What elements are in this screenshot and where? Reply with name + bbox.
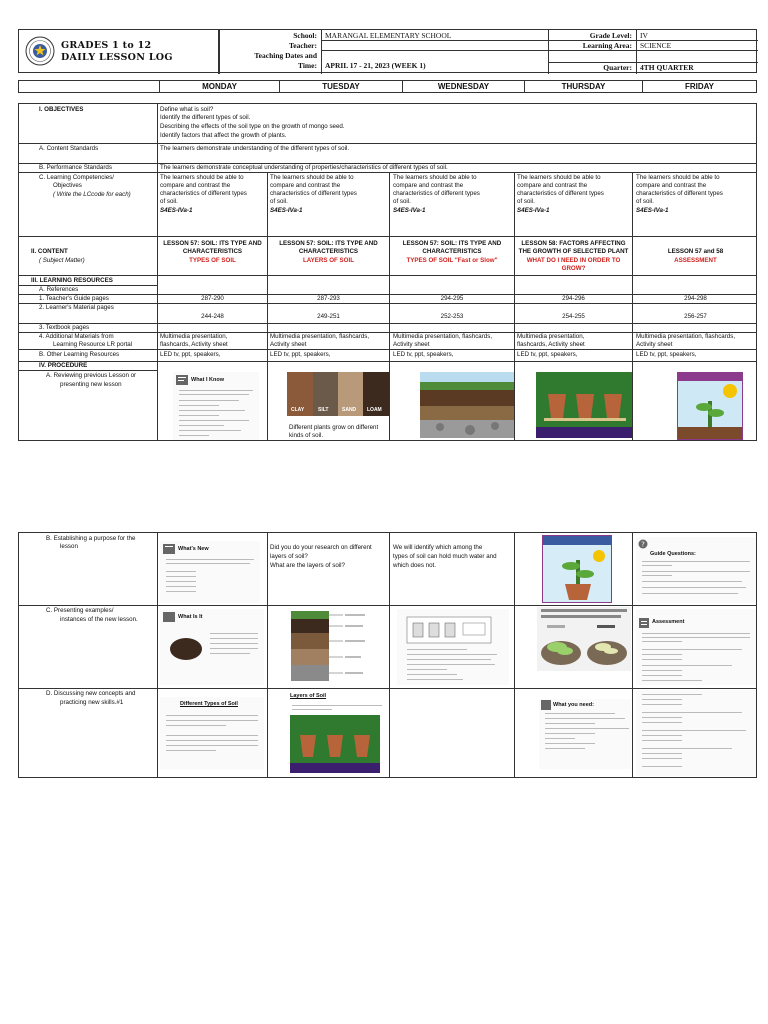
water-cycle-poster [677, 372, 743, 440]
tg-pages-wed: 294-295 [440, 295, 464, 302]
comp-line: The learners should be able to [517, 174, 601, 181]
purpose-tuesday-3: What are the layers of soil? [270, 562, 345, 569]
content-line: LESSON 57 and 58 [667, 248, 724, 255]
soil-layers-photo [420, 372, 514, 438]
svg-text:?: ? [641, 540, 645, 549]
review-label-2: presenting new lesson [60, 381, 122, 388]
dates-label-line1: Teaching Dates and [254, 51, 317, 60]
what-you-need-list [539, 699, 631, 769]
comp-line: characteristics of different types [517, 190, 604, 197]
deped-seal-icon [25, 36, 55, 66]
tg-pages-fri: 294-298 [684, 295, 707, 302]
worksheet-icon [163, 612, 175, 622]
day-monday: MONDAY [159, 81, 279, 92]
comp-line: of soil. [517, 198, 535, 205]
plants-in-light-and-dark [537, 607, 631, 671]
title-line-2: DAILY LESSON LOG [61, 52, 173, 63]
soil-label-sand: SAND [342, 407, 357, 413]
materials-icon [541, 700, 551, 710]
plant-needs-poster-image [678, 373, 743, 440]
additional-mon-1: Multimedia presentation, [160, 333, 228, 340]
additional-thu-1: Multimedia presentation, [517, 333, 585, 340]
comp-line: characteristics of different types [160, 190, 247, 197]
cups-experiment-image [397, 609, 509, 685]
presenting-label-1: C. Presenting examples/ [46, 607, 114, 614]
content-topic: TYPES OF SOIL "Fast or Slow" [406, 257, 498, 264]
layers-of-soil-title: Layers of Soil [290, 693, 327, 699]
additional-wed-2: Activity sheet [393, 341, 430, 348]
plant-pots-image-d [290, 715, 380, 773]
what-is-it-title: What Is It [178, 614, 203, 620]
objective-3: Describing the effects of the soil type on the growth of mongo seed. [160, 123, 345, 130]
soil-handful-image [168, 631, 204, 661]
lm-pages-wed: 252-253 [440, 313, 464, 320]
day-header-row [18, 80, 757, 93]
lm-pages-mon: 244-248 [201, 313, 224, 320]
what-you-need-title: What you need: [553, 702, 594, 708]
content-line: CHARACTERISTICS [298, 248, 359, 255]
objective-2: Identify the different types of soil. [160, 114, 251, 121]
quarter-label: Quarter: [603, 63, 632, 72]
lc-code: S4ES-IVa-1 [517, 207, 550, 214]
school-value: MARANGAL ELEMENTARY SCHOOL [325, 31, 452, 40]
purpose-label-1: B. Establishing a purpose for the [46, 535, 136, 542]
purpose-wednesday-3: which does not. [393, 562, 436, 569]
additional-fri-1: Multimedia presentation, flashcards, [636, 333, 736, 340]
grade-value: IV [640, 31, 648, 40]
additional-mon-2: flashcards, Activity sheet [160, 341, 228, 348]
review-tuesday-line2: kinds of soil. [289, 432, 324, 439]
content-line: CHARACTERISTICS [182, 248, 243, 255]
lc-code: S4ES-IVa-1 [270, 207, 303, 214]
comp-line: The learners should be able to [393, 174, 477, 181]
lesson-table-part-2 [18, 532, 757, 778]
assessment-sheet [636, 609, 756, 685]
comp-line: characteristics of different types [636, 190, 723, 197]
soil-layers-image [420, 372, 514, 438]
content-label: II. CONTENT [31, 248, 68, 255]
soil-label-loam: LOAM [367, 407, 382, 413]
comp-line: compare and contrast the [636, 182, 707, 189]
content-line: LESSON 57: SOIL: ITS TYPE AND [163, 240, 262, 247]
performance-standards-label: B. Performance Standards [39, 164, 112, 171]
comp-line: characteristics of different types [393, 190, 480, 197]
content-topic: WHAT DO I NEED IN ORDER TO [526, 257, 621, 264]
content-topic: GROW? [561, 265, 586, 272]
soil-profile-diagram [281, 609, 381, 683]
performance-standards-text: The learners demonstrate conceptual understanding of properties/characteristics of different types of soil. [160, 164, 448, 171]
content-line: LESSON 58: FACTORS AFFECTING [521, 240, 626, 247]
dates-value: APRIL 17 - 21, 2023 (WEEK 1) [325, 61, 426, 70]
log-title [61, 40, 173, 64]
resources-label: III. LEARNING RESOURCES [31, 277, 113, 284]
plant-pots-scene [536, 372, 632, 438]
lesson-table-part-1 [18, 103, 757, 441]
teacher-label: Teacher: [288, 41, 317, 50]
content-topic: ASSESSMENT [674, 257, 717, 264]
procedure-label: IV. PROCEDURE [39, 362, 88, 369]
content-standards-text: The learners demonstrate understanding of the different types of soil. [160, 145, 350, 152]
other-wed: LED tv, ppt, speakers, [393, 351, 454, 358]
guide-questions-title: Guide Questions: [650, 551, 696, 557]
other-mon: LED tv, ppt, speakers, [160, 351, 221, 358]
review-tuesday-line1: Different plants grow on different [289, 424, 379, 431]
objective-1: Define what is soil? [160, 106, 214, 113]
plant-growth-poster-image [543, 536, 612, 603]
discussing-label-1: D. Discussing new concepts and [46, 690, 136, 697]
area-label: Learning Area: [582, 41, 632, 50]
competencies-label-1: C. Learning Competencies/ [39, 174, 114, 181]
references-label: A. References [39, 286, 79, 293]
worksheet-icon [176, 375, 188, 385]
objectives-label: I. OBJECTIVES [39, 106, 84, 113]
comp-line: compare and contrast the [393, 182, 464, 189]
lm-pages-tue: 249-251 [317, 313, 340, 320]
review-label-1: A. Reviewing previous Lesson or [46, 372, 137, 379]
content-topic: TYPES OF SOIL [189, 257, 236, 264]
comp-line: of soil. [270, 198, 288, 205]
light-dark-plant-image [537, 607, 631, 671]
textbook-label: 3. Textbook pages [39, 324, 90, 331]
additional-tue-2: Activity sheet [270, 341, 307, 348]
guide-questions-sheet [636, 537, 756, 603]
comp-line: of soil. [160, 198, 178, 205]
purpose-tuesday-2: layers of soil? [270, 553, 308, 560]
assessment-continued-sheet [636, 690, 756, 776]
purpose-wednesday-1: We will identify which among the [393, 544, 483, 551]
comp-line: compare and contrast the [160, 182, 231, 189]
content-line: LESSON 57: SOIL: ITS TYPE AND [402, 240, 502, 247]
question-icon [638, 539, 648, 549]
lc-code: S4ES-IVa-1 [393, 207, 426, 214]
day-friday: FRIDAY [642, 81, 756, 92]
additional-thu-2: flashcards, Activity sheet [517, 341, 585, 348]
objective-4: Identify factors that affect the growth of plants. [160, 132, 287, 139]
lm-pages-fri: 256-257 [684, 313, 707, 320]
comp-line: characteristics of different types [270, 190, 357, 197]
comp-line: of soil. [636, 198, 654, 205]
presenting-label-2: instances of the new lesson. [60, 616, 138, 623]
lc-code: S4ES-IVa-1 [160, 207, 193, 214]
other-thu: LED tv, ppt, speakers, [517, 351, 578, 358]
comp-line: compare and contrast the [517, 182, 588, 189]
lm-label: 2. Learner's Material pages [39, 304, 114, 311]
layers-of-soil-slide [270, 691, 388, 777]
additional-tue-1: Multimedia presentation, flashcards, [270, 333, 370, 340]
day-tuesday: TUESDAY [279, 81, 402, 92]
competencies-label-3: ( Write the LCcode for each) [53, 191, 131, 198]
what-is-it-sheet [160, 609, 264, 685]
additional-fri-2: Activity sheet [636, 341, 673, 348]
grade-label: Grade Level: [589, 31, 632, 40]
types-of-soil-title: Different Types of Soil [180, 701, 238, 707]
purpose-label-2: lesson [60, 543, 78, 550]
title-line-1: GRADES 1 to 12 [61, 40, 152, 51]
day-thursday: THURSDAY [524, 81, 642, 92]
purpose-tuesday-1: Did you do your research on different [270, 544, 372, 551]
soil-types-photo [287, 372, 389, 416]
comp-line: compare and contrast the [270, 182, 341, 189]
logo-cell [19, 30, 219, 74]
assessment-icon [639, 618, 649, 628]
additional-label-2: Learning Resource LR portal [53, 341, 133, 348]
tg-pages-tue: 287-293 [317, 295, 340, 302]
content-line: LESSON 57: SOIL: ITS TYPE AND [279, 240, 378, 247]
day-wednesday: WEDNESDAY [402, 81, 524, 92]
comp-line: The learners should be able to [636, 174, 720, 181]
comp-line: of soil. [393, 198, 411, 205]
comp-line: The learners should be able to [270, 174, 354, 181]
plant-needs-poster-b [542, 535, 612, 603]
whats-new-title: What's New [178, 546, 209, 552]
other-tue: LED tv, ppt, speakers, [270, 351, 331, 358]
content-topic: LAYERS OF SOIL [303, 257, 354, 264]
soil-water-experiment-sheet [397, 609, 509, 685]
tg-label: 1. Teacher's Guide pages [39, 295, 109, 302]
soil-profile-image [281, 609, 381, 683]
whats-new-worksheet [160, 541, 260, 603]
header-block [18, 29, 757, 73]
quarter-value: 4TH QUARTER [640, 63, 694, 72]
other-resources-label: B. Other Learning Resources [39, 351, 120, 358]
discussing-label-2: practicing new skills.#1 [60, 699, 124, 706]
tg-pages-thu: 294-296 [562, 295, 585, 302]
area-value: SCIENCE [640, 41, 672, 50]
other-fri: LED tv, ppt, speakers, [636, 351, 697, 358]
day-header-blank [19, 81, 159, 92]
school-label: School: [293, 31, 317, 40]
soil-label-clay: CLAY [291, 407, 305, 413]
worksheet-icon [163, 544, 175, 554]
lc-code: S4ES-IVa-1 [636, 207, 669, 214]
what-i-know-title: What I Know [191, 377, 224, 383]
soil-label-silt: SILT [318, 407, 329, 413]
competencies-label-2: Objectives [53, 182, 82, 189]
plant-pots-image-a [536, 372, 632, 438]
additional-label-1: 4. Additional Materials from [39, 333, 114, 340]
dates-label-line2: Time: [297, 61, 317, 70]
comp-line: The learners should be able to [160, 174, 244, 181]
what-i-know-worksheet [173, 372, 259, 440]
content-standards-label: A. Content Standards [39, 145, 99, 152]
types-of-soil-reading [160, 697, 264, 769]
content-sublabel: ( Subject Matter) [39, 257, 85, 264]
lm-pages-thu: 254-255 [562, 313, 585, 320]
additional-wed-1: Multimedia presentation, flashcards, [393, 333, 493, 340]
tg-pages-mon: 287-290 [201, 295, 224, 302]
content-line: CHARACTERISTICS [422, 248, 482, 255]
content-line: THE GROWTH OF SELECTED PLANT [518, 248, 629, 255]
assessment-title: Assessment [652, 619, 685, 625]
purpose-wednesday-2: types of soil can hold much water and [393, 553, 497, 560]
